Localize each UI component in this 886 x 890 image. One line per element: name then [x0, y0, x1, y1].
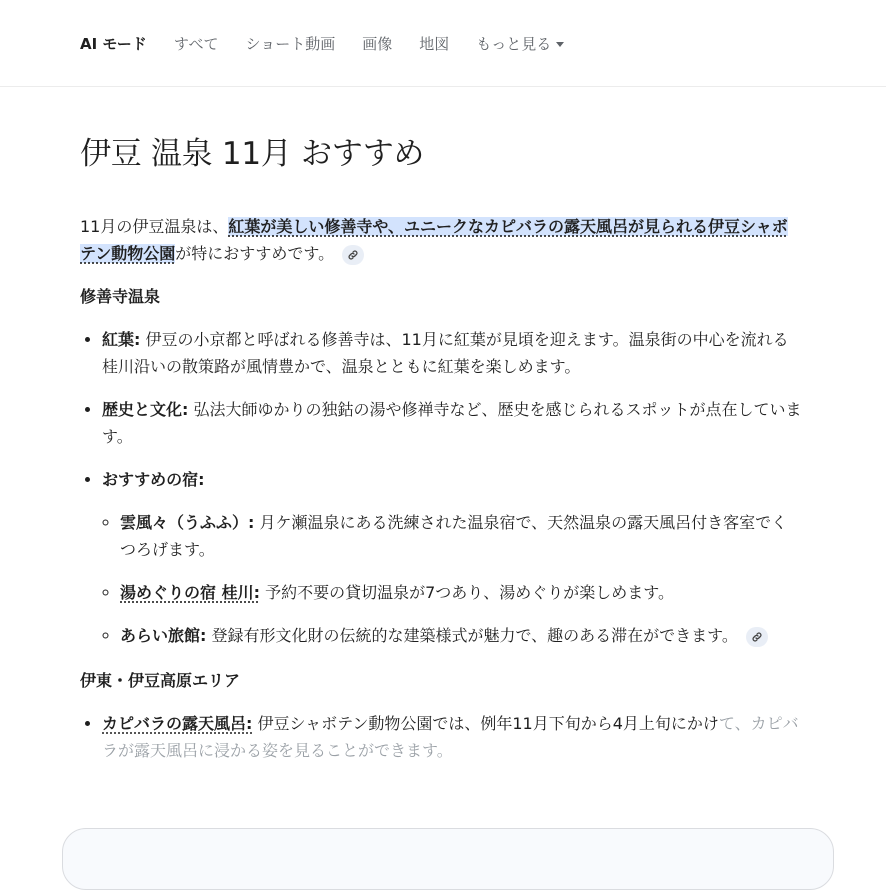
page-title: 伊豆 温泉 11月 おすすめ: [80, 136, 425, 172]
link-icon: [347, 249, 359, 261]
list-item: [120, 579, 802, 606]
search-tabs: [80, 33, 591, 54]
ito-list: [80, 710, 802, 764]
item-text: 月ケ瀬温泉にある洗練された温泉宿で、天然温泉の露天風呂付き客室でくつろげます。: [120, 513, 788, 559]
list-item: [102, 326, 802, 380]
intro-highlight[interactable]: 紅葉が美しい修善寺や、ユニークなカピバラの露天風呂が見られる伊豆シャボテン動物公園: [80, 217, 788, 263]
item-text: 弘法大師ゆかりの独鈷の湯や修禅寺など、歴史を感じられるスポットが点在しています。: [102, 400, 802, 446]
tab-maps[interactable]: 地図: [419, 35, 450, 53]
recommended-inns-list: [102, 509, 802, 649]
intro-prefix: 11月の伊豆温泉は、: [80, 217, 229, 236]
item-text: 予約不要の貸切温泉が7つあり、湯めぐりが楽しめます。: [259, 583, 674, 602]
tab-ai-mode[interactable]: AI モード: [80, 35, 147, 53]
source-link-button[interactable]: [746, 627, 768, 647]
item-text: 伊豆シャボテン動物公園では、例年11月下旬から4月上旬にかけ: [252, 714, 719, 733]
list-item: [120, 622, 802, 649]
tab-all[interactable]: すべて: [173, 35, 219, 53]
tab-more[interactable]: [476, 33, 564, 54]
item-label-link[interactable]: カピバラの露天風呂:: [102, 714, 253, 733]
item-text: 伊豆の小京都と呼ばれる修善寺は、11月に紅葉が見頃を迎えます。温泉街の中心を流れる桂川沿いの散策路が風情豊かで、温泉とともに紅葉を楽しめます。: [102, 330, 789, 376]
item-label: あらい旅館:: [120, 626, 207, 645]
shuzenji-list: [80, 326, 802, 649]
tab-short-videos[interactable]: ショート動画: [245, 35, 336, 53]
list-item: [102, 710, 802, 764]
item-label: おすすめの宿:: [102, 470, 205, 489]
follow-up-input-box[interactable]: [62, 828, 834, 890]
item-label: 歴史と文化:: [102, 400, 189, 419]
source-link-button[interactable]: [342, 245, 364, 265]
item-text: 登録有形文化財の伝統的な建築様式が魅力で、趣のある滞在ができます。: [206, 626, 738, 645]
list-item: [102, 466, 802, 649]
section-heading: 修善寺温泉: [80, 287, 161, 306]
chevron-down-icon: [556, 42, 564, 47]
list-item: [102, 396, 802, 450]
item-label-link[interactable]: 湯めぐりの宿 桂川:: [120, 583, 260, 602]
link-icon: [751, 631, 763, 643]
section-heading: 伊東・伊豆高原エリア: [80, 671, 241, 690]
list-item: [120, 509, 802, 563]
intro-paragraph: [80, 213, 802, 267]
tab-images[interactable]: 画像: [362, 35, 393, 53]
tab-more-label: もっと見る: [476, 35, 552, 53]
top-navigation: [0, 0, 886, 87]
item-text-faded: て、カピバラが露天風呂に浸かる姿を見ることができます。: [102, 714, 799, 760]
intro-suffix: が特におすすめです。: [175, 244, 335, 263]
item-label: 紅葉:: [102, 330, 141, 349]
item-label: 雲風々（うふふ）:: [120, 513, 255, 532]
ai-answer: [80, 128, 802, 782]
